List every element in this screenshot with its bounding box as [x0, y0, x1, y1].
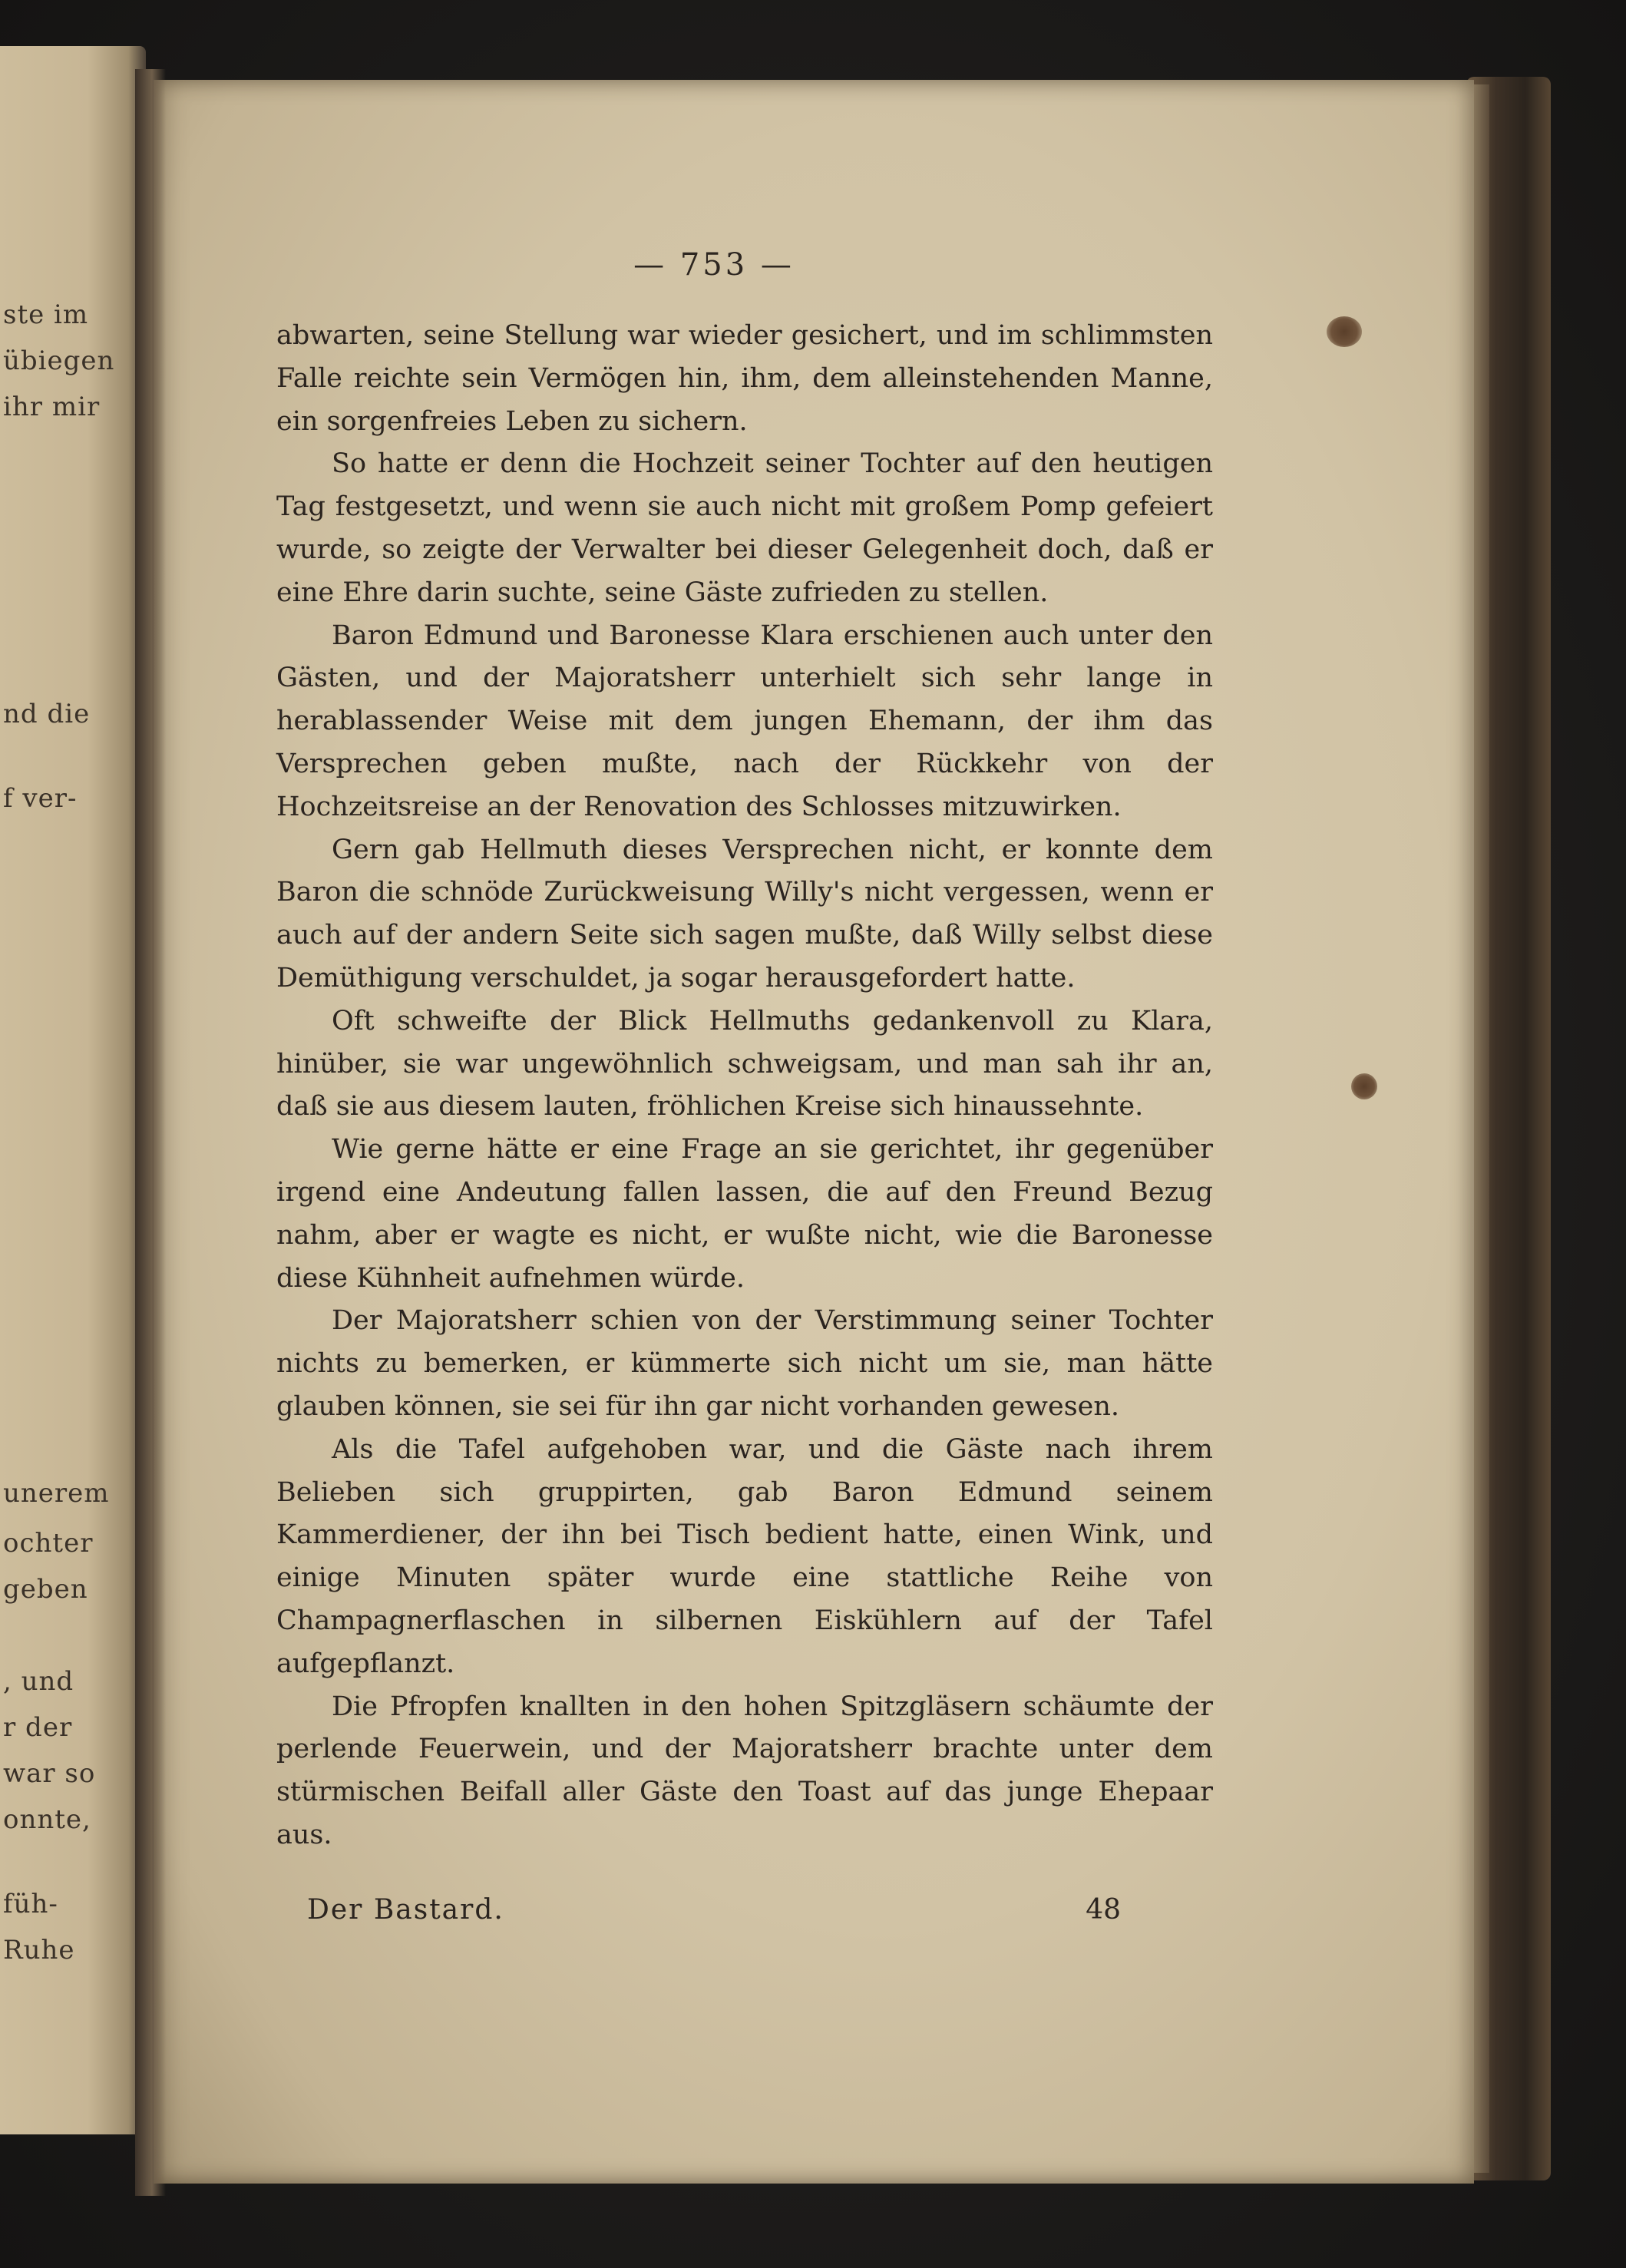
paragraph: Als die Tafel aufgehoben war, und die Gäste nach ihrem Belieben sich gruppirten, gab Baron Edmund seinem Kammerdiener, der ihn bei Tisch bedient hatte, einen Wink, und einige Minuten später wurde eine stattliche Reihe von Champagnerflaschen in silbernen Eiskühlern auf der Tafel aufgepflanzt. — [276, 1433, 1213, 1679]
foxing-stain — [1351, 1073, 1377, 1099]
left-page-fragment: Ruhe — [3, 1935, 75, 1965]
paragraph: Die Pfropfen knallten in den hohen Spitzgläsern schäumte der perlende Feuerwein, und der Majoratsherr brachte unter dem stürmischen Beifall aller Gäste den Toast auf das junge Ehepaar aus. — [276, 1691, 1213, 1850]
left-page-fragment: geben — [3, 1574, 88, 1605]
left-page-fragment: ochter — [3, 1528, 94, 1559]
paragraph: Der Majoratsherr schien von der Verstimmung seiner Tochter nichts zu bemerken, er kümmerte sich nicht um sie, man hätte glauben können, sie sei für ihn gar nicht vorhanden gewesen. — [276, 1305, 1213, 1422]
left-page-fragment: übiegen — [3, 345, 115, 376]
gutter-shadow — [135, 69, 166, 2196]
left-page-fragment: war so — [3, 1758, 96, 1789]
left-page-fragment: , und — [3, 1666, 74, 1697]
paragraph: abwarten, seine Stellung war wieder gesichert, und im schlimmsten Falle reichte sein Vermögen hin, ihm, dem alleinstehenden Manne, ein sorgenfreies Leben zu sichern. — [276, 320, 1213, 437]
left-page-fragment: ihr mir — [3, 392, 101, 422]
foxing-stain — [1327, 316, 1362, 347]
left-page-fragment: füh- — [3, 1889, 58, 1919]
sheet-signature-number: 48 — [1086, 1894, 1121, 1926]
paragraph: Baron Edmund und Baronesse Klara erschienen auch unter den Gästen, und der Majoratsherr unterhielt sich sehr lange in herablassender Weise mit dem jungen Ehemann, der ihm das Versprechen geben mußte, nach der Rückkehr von der Hochzeitsreise an der Renovation des Schlosses mitzuwirken. — [276, 620, 1213, 822]
page-number: — 753 — — [633, 247, 795, 283]
paragraph: Gern gab Hellmuth dieses Versprechen nicht, er konnte dem Baron die schnöde Zurückweisung Willy's nicht vergessen, wenn er auch auf der andern Seite sich sagen mußte, daß Willy selbst diese Demüthigung verschuldet, ja sogar herausgefordert hatte. — [276, 834, 1213, 993]
left-page-fragment: f ver- — [3, 783, 78, 814]
footer-book-title: Der Bastard. — [307, 1894, 504, 1926]
left-page-fragment: ste im — [3, 299, 89, 330]
paragraph: Wie gerne hätte er eine Frage an sie gerichtet, ihr gegenüber irgend eine Andeutung fallen lassen, die auf den Freund Bezug nahm, aber er wagte es nicht, er wußte nicht, wie die Baronesse diese Kühnheit aufnehmen würde. — [276, 1134, 1213, 1294]
paragraph: So hatte er denn die Hochzeit seiner Tochter auf den heutigen Tag festgesetzt, und wenn sie auch nicht mit großem Pomp gefeiert wurde, so zeigte der Verwalter bei dieser Gelegenheit doch, daß er eine Ehre darin suchte, seine Gäste zufrieden zu stellen. — [276, 448, 1213, 608]
previous-page-edge — [0, 46, 146, 2134]
left-page-fragment: r der — [3, 1712, 73, 1743]
paragraph: Oft schweifte der Blick Hellmuths gedankenvoll zu Klara, hinüber, sie war ungewöhnlich schweigsam, und man sah ihr an, daß sie aus diesem lauten, fröhlichen Kreise sich hinaussehnte. — [276, 1005, 1213, 1122]
left-page-fragment: onnte, — [3, 1804, 91, 1835]
page-body — [276, 315, 1213, 1857]
left-page-fragment: nd die — [3, 699, 91, 729]
left-page-fragment: unerem — [3, 1478, 110, 1509]
